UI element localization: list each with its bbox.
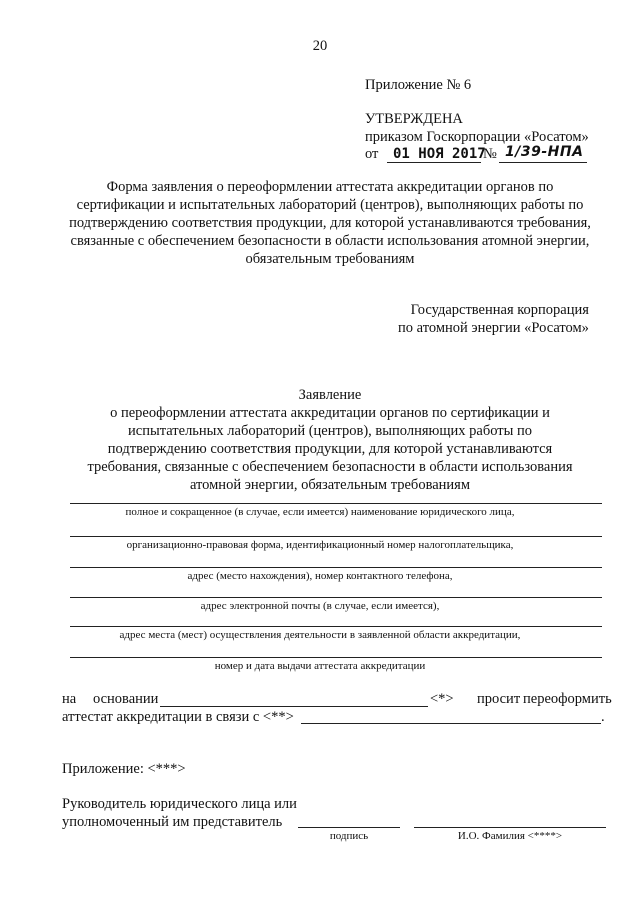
field-caption-activity-address: адрес места (мест) осуществления деятельности в заявленной области аккредитации,	[119, 629, 521, 641]
name-line[interactable]	[414, 827, 606, 828]
signatory-line-1: Руководитель юридического лица или	[62, 796, 297, 812]
field-caption-email: адрес электронной почты (в случае, если имеется),	[200, 600, 440, 612]
approval-date-row	[365, 145, 605, 167]
statement-line: атомной энергии, обязательным требованиям	[189, 477, 471, 493]
appendix-label: Приложение № 6	[365, 77, 472, 93]
attachment-label: Приложение: <***>	[62, 761, 186, 777]
field-line-legal-form[interactable]	[70, 536, 602, 537]
approval-order-text: приказом Госкорпорации «Росатом»	[365, 129, 589, 145]
page-number: 20	[312, 38, 328, 54]
request-line-2	[62, 708, 607, 728]
form-title	[40, 178, 620, 268]
form-title-line: связанные с обеспечением безопасности в области использования атомной энергии,	[70, 233, 590, 249]
field-caption-certificate: номер и дата выдачи аттестата аккредитации	[214, 660, 426, 672]
date-stamp: 01 НОЯ 2017	[393, 146, 486, 162]
reason-blank-line[interactable]	[301, 723, 601, 724]
field-line-legal-name[interactable]	[70, 503, 602, 504]
field-caption-legal-form: организационно-правовая форма, идентификационный номер налогоплательщика,	[126, 539, 514, 551]
form-title-line: сертификации и испытательных лабораторий (центров), выполняющих работы по	[76, 197, 584, 213]
addressee-line: Государственная корпорация	[410, 302, 589, 318]
date-prefix: от	[365, 146, 379, 162]
request-line-1	[62, 690, 612, 710]
basis-word-on: на	[62, 691, 77, 707]
statement-line: требования, связанные с обеспечением безопасности в области использования	[87, 459, 573, 475]
signatory-line-2: уполномоченный им представитель	[62, 814, 283, 830]
form-title-line: Форма заявления о переоформлении аттестата аккредитации органов по	[106, 179, 554, 195]
form-title-line: обязательным требованиям	[245, 251, 415, 267]
approval-title: УТВЕРЖДЕНА	[365, 111, 463, 127]
name-caption: И.О. Фамилия <****>	[457, 830, 563, 842]
number-prefix: №	[483, 146, 497, 162]
signature-line[interactable]	[298, 827, 400, 828]
field-caption-legal-name: полное и сокращенное (в случае, если имеется) наименование юридического лица,	[125, 506, 515, 518]
field-caption-address: адрес (место нахождения), номер контактного телефона,	[187, 570, 453, 582]
request-word-reissue: переоформить	[523, 691, 612, 707]
footnote-marker-1: <*>	[430, 691, 454, 707]
basis-word-basis: основании	[93, 691, 159, 707]
statement-line: о переоформлении аттестата аккредитации органов по сертификации и	[110, 405, 550, 421]
addressee	[398, 301, 589, 337]
statement-heading: Заявление	[298, 387, 362, 403]
field-line-activity-address[interactable]	[70, 626, 602, 627]
field-line-certificate[interactable]	[70, 657, 602, 658]
statement-line: испытательных лабораторий (центров), выполняющих работы по	[128, 423, 532, 439]
request-word-asks: просит	[477, 691, 521, 707]
order-number-handwritten: 1/39-НПА	[505, 144, 584, 160]
field-line-email[interactable]	[70, 597, 602, 598]
basis-blank-line[interactable]	[160, 706, 428, 707]
reason-end-period: .	[601, 709, 605, 725]
field-line-address[interactable]	[70, 567, 602, 568]
form-title-line: подтверждению соответствия продукции, для которой устанавливаются требования,	[69, 215, 591, 231]
statement-body	[40, 404, 620, 494]
addressee-line: по атомной энергии «Росатом»	[398, 320, 589, 336]
number-underline	[499, 162, 587, 163]
statement-line: подтверждению соответствия продукции, для которой устанавливаются	[107, 441, 553, 457]
signature-caption: подпись	[329, 830, 369, 842]
reason-prefix: аттестат аккредитации в связи с <**>	[62, 709, 294, 725]
